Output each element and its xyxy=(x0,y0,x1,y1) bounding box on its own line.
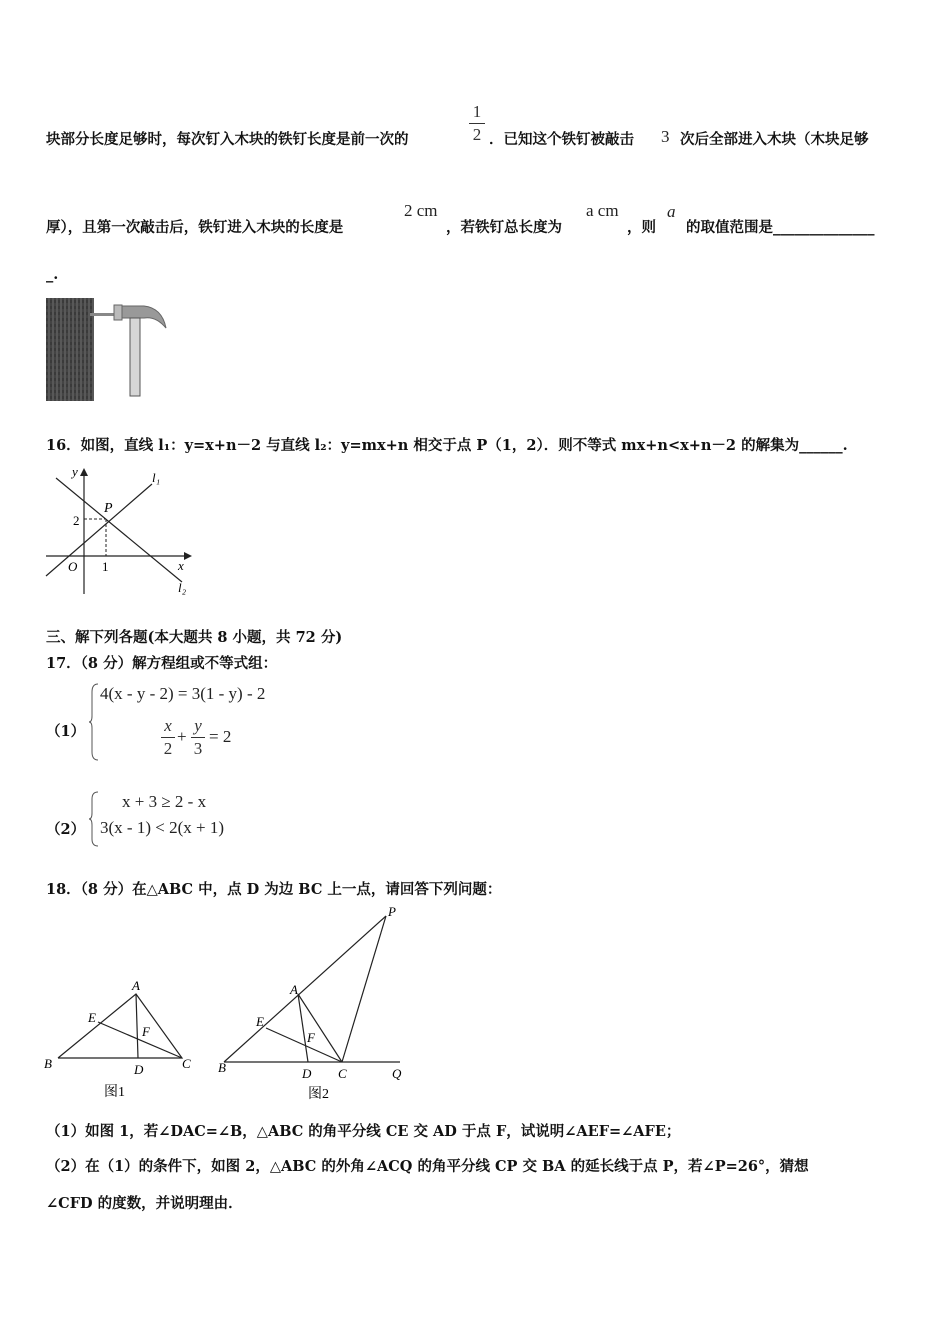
fig1-B: B xyxy=(44,1056,52,1071)
q16-text: 16．如图，直线 l₁：y=x+n－2 与直线 l₂：y=mx+n 相交于点 P（1，2）．则不等式 mx+n<x+n－2 的解集为______. xyxy=(46,437,848,454)
y-axis-arrow xyxy=(80,468,88,476)
q15-line2-c: ，则 xyxy=(627,219,656,236)
label-p: P xyxy=(104,501,113,516)
q17-p1-rhs: = 2 xyxy=(209,727,232,746)
label-1: 1 xyxy=(102,559,109,574)
label-l2: l₂ xyxy=(178,580,187,595)
hammer-head xyxy=(116,306,166,328)
q18-part2-a: （2）在（1）的条件下，如图 2，△ABC 的外角∠ACQ 的角平分线 CP 交 BA 的延长线于点 P，若∠P=26°，猜想 xyxy=(46,1158,809,1175)
line-cp xyxy=(342,916,386,1062)
fig2-Q: Q xyxy=(392,1066,402,1081)
q15-line1-b: ．已知这个铁钉被敲击 xyxy=(489,131,634,148)
q17-p1-ynum: y xyxy=(194,716,202,735)
x-axis-arrow xyxy=(184,552,192,560)
fig2-B: B xyxy=(218,1060,226,1075)
q15-times: 3 xyxy=(661,127,670,146)
fig2-P: P xyxy=(388,904,396,919)
q17-p1-eq1: 4(x - y - 2) = 3(1 - y) - 2 xyxy=(100,684,266,703)
label-2: 2 xyxy=(73,513,80,528)
q18-part2-b: ∠CFD 的度数，并说明理由． xyxy=(46,1195,243,1212)
q17-p1-label: （1） xyxy=(46,723,86,740)
fig2-E: E xyxy=(256,1014,264,1029)
fig1-caption: 图1 xyxy=(104,1085,125,1100)
fig1-E: E xyxy=(88,1010,96,1025)
fig1-C: C xyxy=(182,1056,191,1071)
q15-frac-num: 1 xyxy=(472,102,482,121)
q18-figure2 xyxy=(212,900,412,1105)
q15-line1-c: 次后全部进入木块（木块足够 xyxy=(680,131,869,148)
hammer-handle xyxy=(130,318,140,396)
q17-p1-yfrac xyxy=(191,716,205,759)
wood-block xyxy=(46,298,94,401)
q17-p1-xden: 2 xyxy=(163,739,173,758)
fig2-C: C xyxy=(338,1066,347,1081)
fig1-F: F xyxy=(142,1024,150,1039)
q15-line3: _. xyxy=(46,266,59,283)
label-x: x xyxy=(178,558,184,573)
q17-p2-label: （2） xyxy=(46,821,86,838)
label-l1: l₁ xyxy=(152,470,161,485)
label-y: y xyxy=(72,464,78,479)
q17-p1-xnum: x xyxy=(164,716,172,735)
section3-title: 三、解下列各题(本大题共 8 小题，共 72 分) xyxy=(46,629,343,646)
q15-fraction xyxy=(469,102,485,145)
line-ad xyxy=(298,994,308,1062)
fig2-F: F xyxy=(307,1030,315,1045)
fig2-A: A xyxy=(290,982,298,997)
q15-line2-b: ，若铁钉总长度为 xyxy=(446,219,562,236)
q17-header: 17．（8 分）解方程组或不等式组： xyxy=(46,655,278,672)
q15-len1: 2 cm xyxy=(404,201,438,220)
q15-frac-den: 2 xyxy=(472,125,482,144)
q15-line2-d: 的取值范围是______________ xyxy=(686,219,875,236)
fig2-D: D xyxy=(302,1066,312,1081)
q17-p1-plus: + xyxy=(177,727,187,746)
hammer-face xyxy=(114,305,122,320)
q18-part1: （1）如图 1，若∠DAC=∠B，△ABC 的角平分线 CE 交 AD 于点 F，试说明∠AEF=∠AFE； xyxy=(46,1123,681,1140)
line-l1 xyxy=(46,484,152,576)
q17-p2-eq1: x + 3 ≥ 2 - x xyxy=(122,792,207,811)
q16-graph xyxy=(44,462,194,597)
q17-p1-xfrac xyxy=(161,716,175,759)
fig2-caption: 图2 xyxy=(308,1087,329,1102)
q15-line1-a: 块部分长度足够时，每次钉入木块的铁钉长度是前一次的 xyxy=(46,131,409,148)
q15-len-total: a cm xyxy=(586,201,619,220)
fig1-D: D xyxy=(134,1062,144,1077)
q15-line2-a: 厚），且第一次敲击后，铁钉进入木块的长度是 xyxy=(46,219,344,236)
q18-header: 18．（8 分）在△ABC 中，点 D 为边 BC 上一点，请回答下列问题： xyxy=(46,881,502,898)
triangle-abc xyxy=(58,994,182,1058)
q17-p2-brace xyxy=(88,790,100,848)
fig1-A: A xyxy=(132,978,140,993)
q17-p1-yden: 3 xyxy=(193,739,203,758)
q15-var-a: a xyxy=(667,202,676,221)
hammer-nail-figure xyxy=(44,294,174,404)
q17-p2-eq2: 3(x - 1) < 2(x + 1) xyxy=(100,818,224,837)
q17-p1-brace xyxy=(88,682,100,762)
segment-ad xyxy=(136,994,138,1058)
label-o: O xyxy=(68,559,78,574)
q18-figure1 xyxy=(40,970,200,1100)
